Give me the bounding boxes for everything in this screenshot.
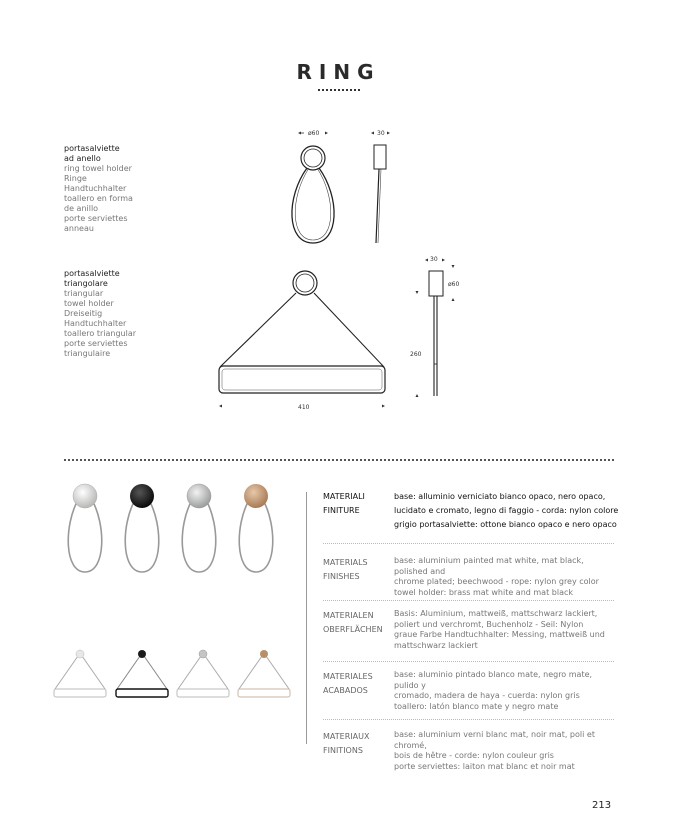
- product-name-it: triangolare: [64, 279, 108, 288]
- materials-heading: MATERIALS FINISHES: [323, 558, 368, 581]
- page-number: 213: [592, 800, 612, 811]
- materials-text: base: aluminio pintado blanco mate, negro mate, pulido y cromado, madera de haya - cuerda: nylon gris toallero: latón blanco mate y negro mate: [394, 670, 593, 711]
- dim-tri-height: 260: [410, 351, 422, 358]
- product-name-it: portasalviette: [64, 269, 120, 278]
- product-triangle-names: [64, 269, 136, 359]
- ring-chrome-variant: [182, 484, 216, 572]
- product-name-it: ad anello: [64, 154, 101, 163]
- ring-beech-variant: [239, 484, 273, 572]
- materials-divider: [323, 543, 614, 544]
- triangle-beech-variant: [238, 650, 290, 697]
- product-translation: Dreiseitig: [64, 309, 103, 318]
- product-translation: de anillo: [64, 204, 99, 213]
- materials-en: [323, 556, 623, 596]
- product-translation: ring towel holder: [64, 164, 132, 173]
- triangle-front-drawing: [212, 265, 392, 413]
- product-translation: triangulaire: [64, 349, 111, 358]
- title-underline: [318, 89, 360, 91]
- product-translation: Handtuchhalter: [64, 319, 127, 328]
- section-divider: [64, 459, 614, 461]
- materials-divider: [323, 719, 614, 720]
- ring-black-variant: [125, 484, 159, 572]
- triangle-finish-variants: [50, 645, 300, 705]
- dim-tri-diameter: ø60: [448, 281, 460, 288]
- materials-es: [323, 670, 623, 710]
- ring-white-variant: [68, 484, 102, 572]
- product-translation: triangular: [64, 289, 104, 298]
- product-name-it: portasalviette: [64, 144, 120, 153]
- materials-fr: [323, 730, 623, 770]
- product-translation: Ringe: [64, 174, 87, 183]
- materials-vertical-divider: [306, 492, 307, 744]
- triangle-chrome-variant: [177, 650, 229, 697]
- triangle-white-variant: [54, 650, 106, 697]
- ring-finish-variants: [60, 480, 300, 580]
- product-translation: porte serviettes: [64, 339, 128, 348]
- product-translation: towel holder: [64, 299, 114, 308]
- materials-text: base: aluminium painted mat white, mat black, polished and chrome plated; beechwood - rope: nylon grey color towel holder: brass mat white and mat black: [394, 556, 599, 597]
- materials-divider: [323, 600, 614, 601]
- page-title: RING: [296, 60, 381, 84]
- dim-tri-depth: 30: [430, 256, 438, 263]
- materials-heading: MATERIALI FINITURE: [323, 492, 365, 515]
- product-translation: toallero triangular: [64, 329, 137, 338]
- materials-heading: MATERIAUX FINITIONS: [323, 732, 370, 755]
- materials-it: [323, 490, 623, 535]
- dim-tri-width: 410: [298, 404, 310, 411]
- materials-de: [323, 609, 623, 657]
- product-ring-names: [64, 144, 133, 234]
- product-translation: toallero en forma: [64, 194, 133, 203]
- materials-divider: [323, 661, 614, 662]
- dim-ring-diameter: ø60: [308, 130, 320, 137]
- materials-text: Basis: Aluminium, mattweiß, mattschwarz lackiert, poliert und verchromt, Buchenholz - Seil: Nylon graue Farbe Handtuchhalter: Messing, mattweiß und mattschwarz lackiert: [394, 609, 605, 650]
- materials-heading: MATERIALES ACABADOS: [323, 672, 373, 695]
- product-translation: porte serviettes: [64, 214, 128, 223]
- dim-ring-depth: 30: [377, 130, 385, 137]
- materials-text: base: alluminio verniciato bianco opaco, nero opaco, lucidato e cromato, legno di faggio - corda: nylon colore grigio portasalviette: ottone bianco opaco e nero opaco: [394, 492, 619, 529]
- triangle-side-drawing: [410, 252, 465, 402]
- materials-text: base: aluminium verni blanc mat, noir mat, poli et chromé, bois de hêtre - corde: nylon couleur gris porte serviettes: laiton mat blanc et noir mat: [394, 730, 595, 771]
- materials-heading: MATERIALEN OBERFLÄCHEN: [323, 611, 383, 634]
- ring-side-drawing: [365, 125, 395, 250]
- product-translation: Handtuchhalter: [64, 184, 127, 193]
- product-translation: anneau: [64, 224, 94, 233]
- triangle-black-variant: [116, 650, 168, 697]
- ring-front-drawing: [280, 125, 350, 250]
